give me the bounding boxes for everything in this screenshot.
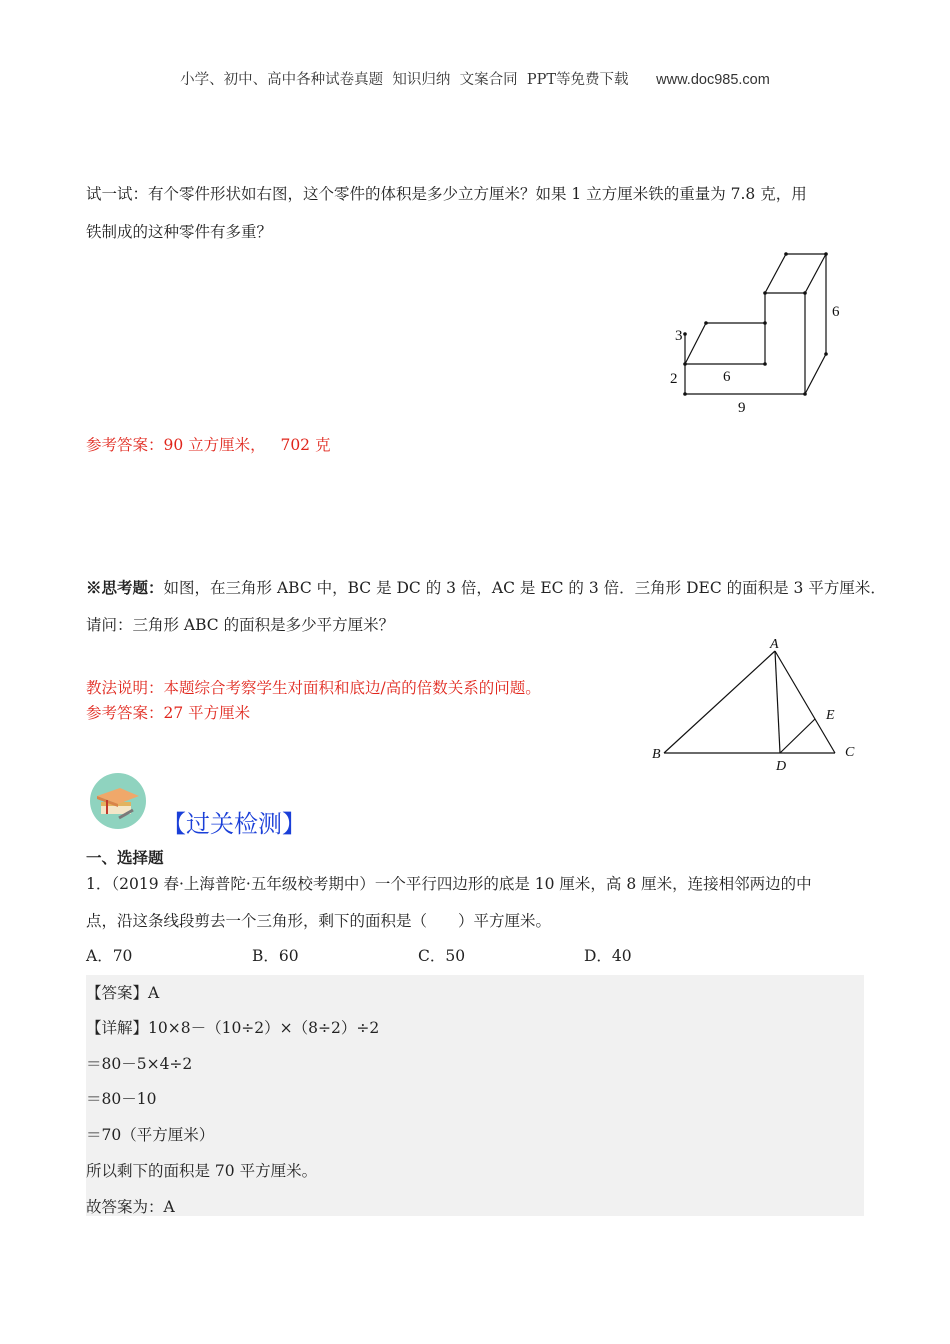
part-edge: [805, 354, 826, 394]
vertex-dot: [704, 321, 708, 325]
section-heading-choice: 一、选择题: [86, 848, 164, 867]
page-header: [0, 68, 950, 89]
q1-line1: 1．（2019 春·上海普陀·五年级校考期中）一个平行四边形的底是 10 厘米，高 8 厘米，连接相邻两边的中: [86, 875, 812, 893]
triangle-figure: [640, 630, 870, 780]
option-d[interactable]: D．40: [584, 947, 632, 965]
side-ac: [775, 651, 835, 753]
try-question-line2: 铁制成的这种零件有多重？: [86, 223, 273, 241]
solution-conclusion: 所以剩下的面积是 70 平方厘米。: [86, 1162, 318, 1180]
option-a[interactable]: A．70: [86, 947, 133, 965]
vertex-dot: [683, 362, 687, 366]
try-answer-weight: 702 克: [280, 436, 331, 454]
point-label-a: A: [770, 637, 779, 652]
think-label: ※思考题：: [86, 578, 164, 597]
vertex-dot: [683, 392, 687, 396]
vertex-dot: [784, 252, 788, 256]
solution-detail-label: 【详解】: [86, 1019, 149, 1037]
think-question-line2: 请问：三角形 ABC 的面积是多少平方厘米？: [86, 616, 395, 634]
try-answer-label: 参考答案：: [86, 436, 164, 454]
option-b[interactable]: B．60: [252, 947, 299, 965]
graduation-cap-icon: [89, 772, 147, 830]
label-dim-6-inner: 6: [723, 369, 731, 385]
side-ab: [664, 651, 775, 753]
solution-detail: [86, 1016, 379, 1038]
part-figure: [660, 245, 860, 425]
label-dim-9: 9: [738, 400, 746, 416]
checkpoint-title: 【过关检测】: [162, 810, 306, 838]
header-site-link[interactable]: www.doc985.com: [656, 72, 770, 88]
header-text: 小学、初中、高中各种试卷真题 知识归纳 文案合同 PPT等免费下载: [180, 72, 629, 88]
solution-final: 故答案为：A: [86, 1198, 175, 1216]
vertex-dot: [763, 321, 767, 325]
point-label-e: E: [826, 708, 835, 723]
solution-detail-expr: 10×8－（10÷2）×（8÷2）÷2: [148, 1019, 380, 1037]
vertex-dot: [763, 291, 767, 295]
label-dim-3: 3: [675, 328, 683, 344]
try-question-line1: 试一试：有个零件形状如右图，这个零件的体积是多少立方厘米？如果 1 立方厘米铁的重量为 7.8 克，用: [86, 185, 807, 203]
solution-answer: 【答案】A: [86, 984, 160, 1002]
label-dim-2: 2: [670, 371, 678, 387]
think-question-line1: [86, 576, 886, 598]
part-edge: [685, 323, 706, 364]
segment-de: [780, 719, 815, 753]
think-question-text: 如图，在三角形 ABC 中，BC 是 DC 的 3 倍，AC 是 EC 的 3 倍．三角形 DEC 的面积是 3 平方厘米．: [163, 579, 886, 597]
teaching-note: 教法说明：本题综合考察学生对面积和底边/高的倍数关系的问题。: [86, 679, 541, 697]
vertex-dot: [683, 332, 687, 336]
solution-step2: ＝80－10: [86, 1090, 157, 1108]
try-answer-volume: 90 立方厘米，: [163, 436, 266, 454]
q1-line2: 点，沿这条线段剪去一个三角形，剩下的面积是（ ）平方厘米。: [86, 912, 552, 930]
part-edge: [765, 254, 786, 293]
try-answer: [86, 433, 330, 455]
vertex-dot: [803, 291, 807, 295]
vertex-dot: [824, 252, 828, 256]
solution-step1: ＝80－5×4÷2: [86, 1055, 193, 1073]
vertex-dot: [824, 352, 828, 356]
point-label-b: B: [652, 747, 661, 762]
vertex-dot: [803, 392, 807, 396]
part-edge: [805, 254, 826, 293]
think-answer: 参考答案：27 平方厘米: [86, 704, 251, 722]
vertex-dot: [763, 362, 767, 366]
point-label-c: C: [845, 745, 855, 760]
point-label-d: D: [776, 759, 787, 774]
option-c[interactable]: C．50: [418, 947, 466, 965]
label-dim-6-height: 6: [832, 304, 840, 320]
segment-ad: [775, 651, 780, 753]
solution-step3: ＝70（平方厘米）: [86, 1126, 215, 1144]
